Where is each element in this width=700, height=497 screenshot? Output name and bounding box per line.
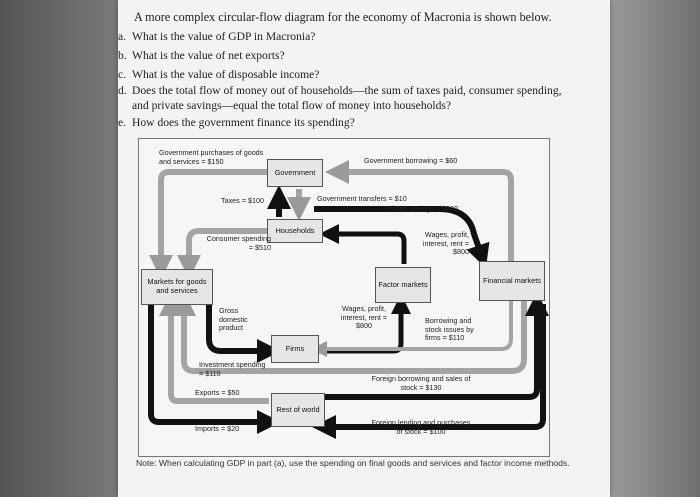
- taxes-label: Taxes = $100: [221, 196, 264, 205]
- question-text: What is the value of disposable income?: [132, 68, 320, 81]
- question-letter: c.: [118, 68, 127, 81]
- question-c: [118, 68, 572, 83]
- circular-flow-diagram: [138, 138, 550, 457]
- question-text: What is the value of GDP in Macronia?: [132, 30, 316, 43]
- question-letter: a.: [118, 30, 127, 43]
- question-text: What is the value of net exports?: [132, 49, 285, 62]
- background-left: [0, 0, 118, 497]
- background-right: [610, 0, 700, 497]
- wages-firms-label: Wages, profit, interest, rent = $800: [340, 304, 388, 331]
- question-letter: e.: [118, 116, 127, 129]
- question-d: [118, 84, 572, 113]
- gov-purchases-label: Government purchases of goods and services = $150: [159, 148, 264, 166]
- question-text: Does the total flow of money out of households—the sum of taxes paid, consumer spending, and private savings—equal the total flow of money into households?: [132, 84, 562, 112]
- investment-label: Investment spending = $110: [199, 360, 266, 378]
- textbook-page: [118, 0, 610, 497]
- financial-markets-box: Financial markets: [479, 261, 545, 301]
- consumer-spending-label: Consumer spending = $510: [206, 234, 271, 252]
- households-box: Households: [267, 219, 323, 243]
- private-savings-label: Private savings = $200: [385, 204, 458, 213]
- imports-label: Imports = $20: [195, 424, 240, 433]
- question-b: [118, 49, 572, 64]
- question-text: How does the government finance its spending?: [132, 116, 355, 129]
- wages-households-label: Wages, profit, interest, rent = $800: [422, 230, 469, 257]
- problem-intro: A more complex circular-flow diagram for the economy of Macronia is shown below.: [134, 10, 552, 24]
- calculation-note: Note: When calculating GDP in part (a), use the spending on final goods and services and factor income methods.: [136, 458, 570, 468]
- question-e: [118, 116, 572, 131]
- markets-goods-box: Markets for goods and services: [141, 269, 213, 305]
- gov-purchases-arrow: [161, 172, 267, 267]
- foreign-borrowing-label: Foreign borrowing and sales of stock = $130: [371, 374, 471, 392]
- question-a: [118, 30, 572, 45]
- gdp-label: Gross domestic product: [219, 306, 248, 333]
- gov-transfers-label: Government transfers = $10: [317, 194, 407, 203]
- question-letter: d.: [118, 84, 127, 97]
- wages-households-arrow: [329, 234, 404, 264]
- firms-box: Firms: [271, 335, 319, 363]
- exports-label: Exports = $50: [195, 388, 240, 397]
- gov-borrowing-label: Government borrowing = $60: [364, 156, 458, 165]
- question-letter: b.: [118, 49, 127, 62]
- rest-of-world-box: Rest of world: [271, 393, 325, 427]
- factor-markets-box: Factor markets: [375, 267, 431, 303]
- foreign-lending-label: Foreign lending and purchases of stock = $100: [371, 418, 471, 436]
- government-box: Government: [267, 159, 323, 187]
- borrowing-firms-label: Borrowing and stock issues by firms = $110: [425, 316, 474, 343]
